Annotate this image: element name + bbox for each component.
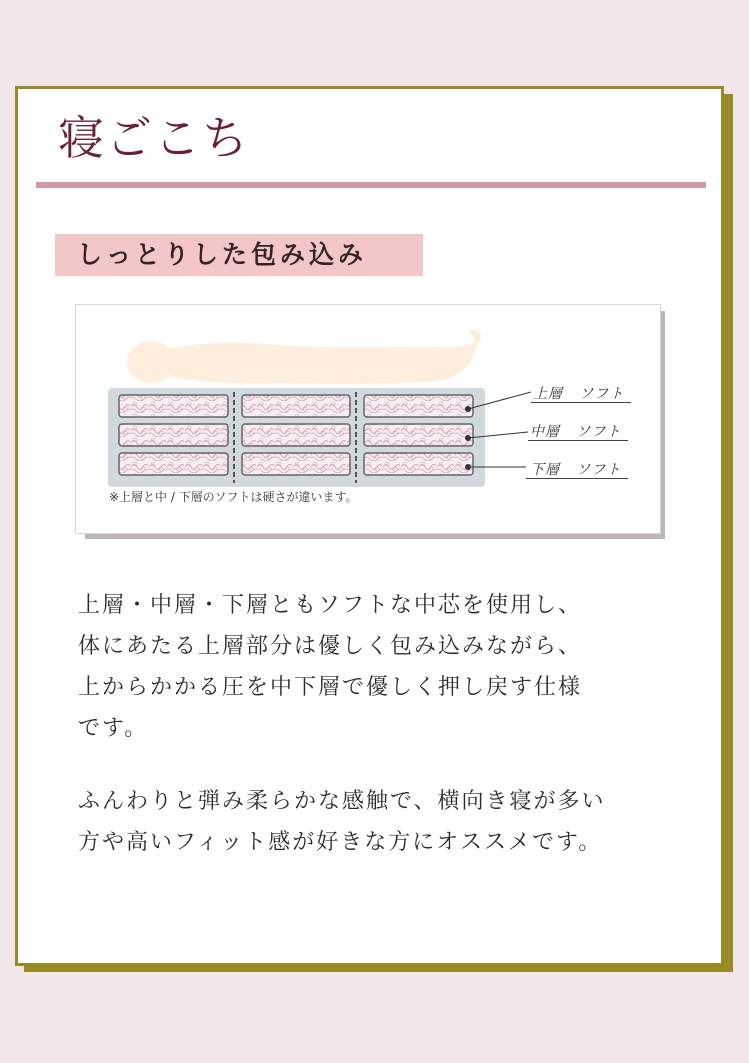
layer-label-lower <box>530 459 621 479</box>
description-line: 体にあたる上層部分は優しく包み込みながら、 <box>78 634 583 659</box>
layer-upper-underline <box>531 402 631 403</box>
section-title: 寝ごこち <box>58 111 250 165</box>
layer-lower-position: 下層 <box>530 462 560 478</box>
body-silhouette-icon <box>127 330 481 384</box>
title-underline <box>36 182 706 188</box>
description-paragraph-2 <box>78 781 698 863</box>
figure-note: ※上層と中 / 下層のソフトは硬さが違います。 <box>109 490 358 504</box>
layer-lower-underline <box>526 478 628 479</box>
layer-middle-position: 中層 <box>530 424 560 440</box>
description-line: ふんわりと弾み柔らかな感触で、横向き寝が多い <box>78 789 606 814</box>
description-line: です。 <box>78 716 149 741</box>
description-line: 上からかかる圧を中下層で優しく押し戻す仕様 <box>78 675 583 700</box>
mattress-diagram <box>75 304 661 534</box>
layer-middle-firmness: ソフト <box>576 424 622 440</box>
subtitle-badge <box>55 234 423 276</box>
description-paragraph-1 <box>78 585 698 749</box>
subtitle-text: しっとりした包み込み <box>77 240 368 269</box>
layer-label-middle <box>530 421 621 441</box>
layer-upper-position: 上層 <box>533 386 563 402</box>
description-line: 上層・中層・下層ともソフトな中芯を使用し、 <box>78 593 583 618</box>
description-line: 方や高いフィット感が好きな方にオススメです。 <box>78 830 603 855</box>
layer-upper-firmness: ソフト <box>579 386 625 402</box>
layer-middle-underline <box>528 440 628 441</box>
layer-label-upper <box>533 383 624 403</box>
layer-lower-firmness: ソフト <box>576 462 622 478</box>
content-card <box>15 86 724 966</box>
